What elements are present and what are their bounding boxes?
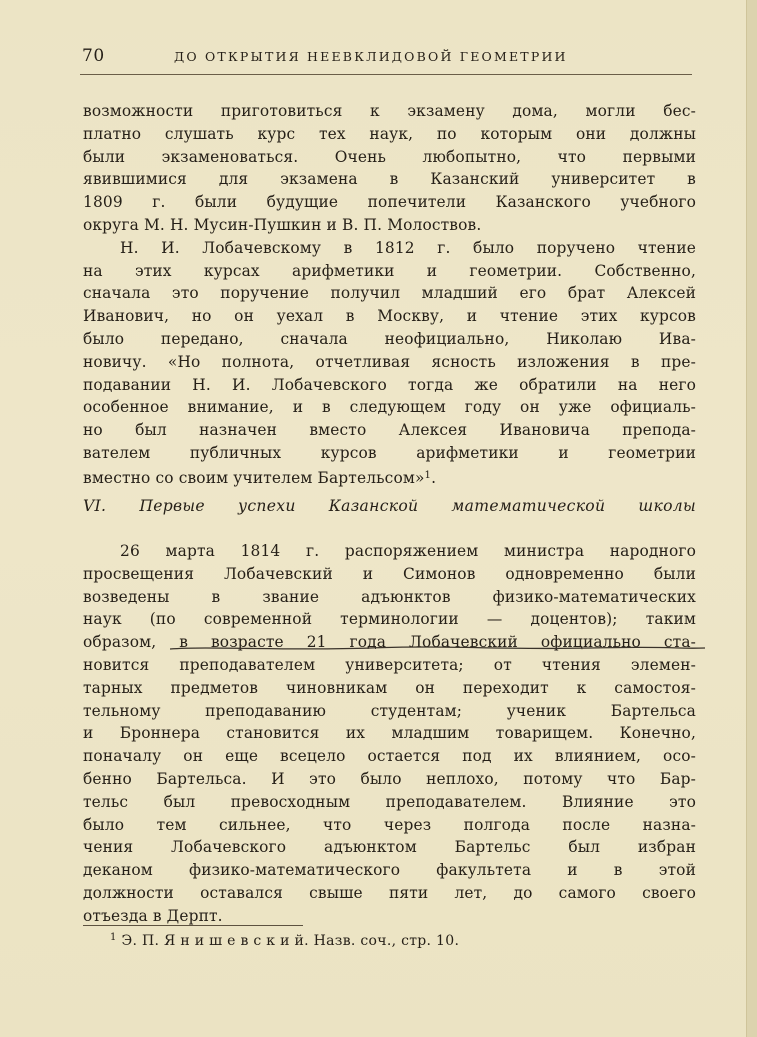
text-line: Н. И. Лобачевскому в 1812 г. было поручено чтение — [120, 238, 696, 257]
text-line: 1809 г. были будущие попечители Казанского учебного — [83, 193, 696, 212]
text-line: было передано, сначала неофициально, Николаю Ива- — [83, 329, 696, 348]
text-line: просвещения Лобачевский и Симонов одновременно были — [83, 564, 696, 583]
header-rule — [80, 74, 692, 75]
text-line: возведены в звание адъюнктов физико-математических — [83, 587, 696, 606]
footnote-marker: 1 — [110, 932, 117, 943]
body-text — [83, 100, 696, 490]
text-fragment: . — [431, 468, 437, 487]
text-line: было тем сильнее, что через полгода после назна- — [83, 815, 696, 834]
text-line: тарных предметов чиновникам он переходит к самостоя- — [83, 678, 696, 697]
text-line: новится преподавателем университета; от чтения элемен- — [83, 655, 696, 674]
footnote-rule — [83, 925, 303, 926]
paragraph-2 — [83, 237, 696, 490]
text-line: на этих курсах арифметики и геометрии. Собственно, — [83, 261, 696, 280]
text-line: округа М. Н. Мусин-Пушкин и В. П. Молоствов. — [83, 215, 482, 234]
section-heading: VI. Первые успехи Казанской математической школы — [83, 497, 696, 515]
text-line: новичу. «Но полнота, отчетливая ясность изложения в пре- — [83, 352, 696, 371]
text-line: должности оставался свыше пяти лет, до самого своего — [83, 883, 696, 902]
footnote — [110, 932, 459, 949]
page-number: 70 — [82, 46, 105, 66]
footnote-ref[interactable]: 1 — [424, 469, 432, 481]
text-line-last — [83, 465, 696, 490]
text-line: подавании Н. И. Лобачевского тогда же обратили на него — [83, 375, 696, 394]
text-line: явившимися для экзамена в Казанский университет в — [83, 170, 696, 189]
text-line: особенное внимание, и в следующем году он уже официаль- — [83, 398, 696, 417]
text-line: бенно Бартельса. И это было неплохо, потому что Бар- — [83, 769, 696, 788]
section-body — [83, 540, 696, 928]
text-line: платно слушать курс тех наук, по которым они должны — [83, 124, 696, 143]
text-line: были экзаменоваться. Очень любопытно, что первыми — [83, 147, 696, 166]
text-line: 26 марта 1814 г. распоряжением министра народного — [120, 542, 696, 560]
footnote-author: Э. П. Я н и ш е в с к и й. — [121, 933, 309, 949]
text-line: но был назначен вместо Алексея Ивановича препода- — [83, 421, 696, 440]
text-line: тельному преподаванию студентам; ученик Бартельса — [83, 701, 696, 720]
text-line: возможности приготовиться к экзамену дома, могли бес- — [83, 102, 696, 120]
text-line: чения Лобачевского адъюнктом Бартельс был избран — [83, 838, 696, 857]
text-line: отъезда в Дерпт. — [83, 906, 223, 925]
text-line: Иванович, но он уехал в Москву, и чтение этих курсов — [83, 307, 696, 326]
text-line: образом, в возрасте 21 года Лобачевский официально ста- — [83, 633, 696, 652]
text-line: поначалу он еще всецело остается под их влиянием, осо- — [83, 747, 696, 766]
text-line: тельс был превосходным преподавателем. Влияние это — [83, 792, 696, 811]
running-title: ДО ОТКРЫТИЯ НЕЕВКЛИДОВОЙ ГЕОМЕТРИИ — [174, 49, 568, 64]
text-line: наук (по современной терминологии — доцентов); таким — [83, 610, 696, 629]
paragraph-1 — [83, 100, 696, 237]
text-line: деканом физико-математического факультета и в этой — [83, 861, 696, 880]
text-line: вателем публичных курсов арифметики и геометрии — [83, 443, 696, 462]
page-edge — [746, 0, 757, 1037]
page-header — [82, 42, 694, 68]
text-line: сначала это поручение получил младший его брат Алексей — [83, 284, 696, 303]
footnote-source: Назв. соч., стр. 10. — [313, 933, 460, 949]
text-line: и Броннера становится их младшим товарищем. Конечно, — [83, 724, 696, 743]
text-fragment: вместно со своим учителем Бартельсом» — [83, 468, 425, 487]
